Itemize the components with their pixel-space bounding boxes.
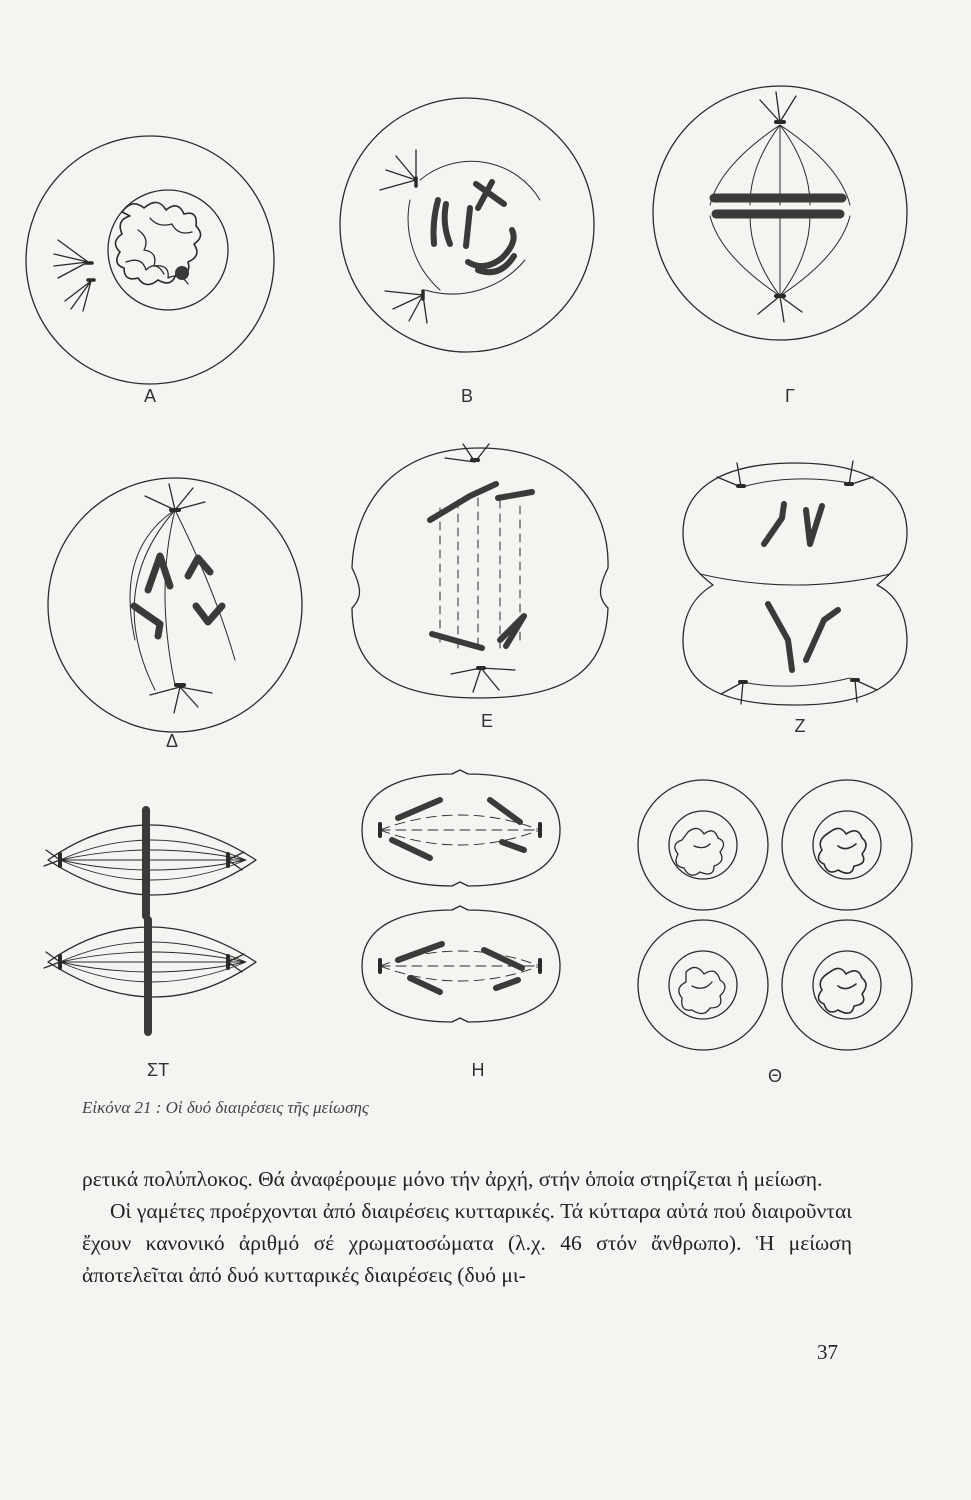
stage-delta-cell <box>48 478 302 732</box>
stage-st-cell <box>44 810 256 1032</box>
figure-caption <box>82 1098 369 1118</box>
stage-label-delta: Δ <box>165 731 179 751</box>
stage-label-theta: Θ <box>767 1066 783 1086</box>
body-text <box>82 1163 852 1291</box>
stage-theta-cells <box>638 780 912 1050</box>
stage-label-gamma: Γ <box>785 386 795 406</box>
stage-label-e: E <box>480 711 494 731</box>
stage-h-cell <box>362 770 560 1022</box>
stage-b-cell <box>340 98 594 352</box>
stage-label-b: B <box>460 386 474 406</box>
stage-label-h: H <box>471 1060 485 1080</box>
paragraph-continuation: ρετικά πολύπλοκος. Θά ἀναφέρουμε μόνο τήν ἀρχή, στήν ὁποία στηρίζεται ἡ μείωση. <box>82 1167 823 1191</box>
paragraph-gametes: Οἱ γαμέτες προέρχονται ἀπό διαιρέσεις κυτταρικές. Τά κύτταρα αὐτά πού διαιροῦνται ἔχουν κανονικό ἀριθμό σέ χρωματοσώματα (λ.χ. 46 στόν ἄνθρωπο). Ἡ μείωση ἀποτελεῖται ἀπό δυό κυτταρικές διαιρέσεις (δυό μι- <box>82 1199 852 1287</box>
page-number: 37 <box>817 1340 838 1364</box>
stage-label-a: A <box>143 386 157 406</box>
stage-label-st: ΣΤ <box>146 1060 170 1080</box>
stage-label-z: Z <box>794 716 806 736</box>
stage-a-cell <box>26 136 274 384</box>
caption-prefix: Εἰκόνα 21 : <box>82 1098 162 1117</box>
caption-text: Οἱ δυό διαιρέσεις τῆς μείωσης <box>165 1098 369 1117</box>
stage-z-cell <box>683 461 907 705</box>
stage-gamma-cell <box>653 86 907 340</box>
stage-e-cell <box>352 444 608 698</box>
